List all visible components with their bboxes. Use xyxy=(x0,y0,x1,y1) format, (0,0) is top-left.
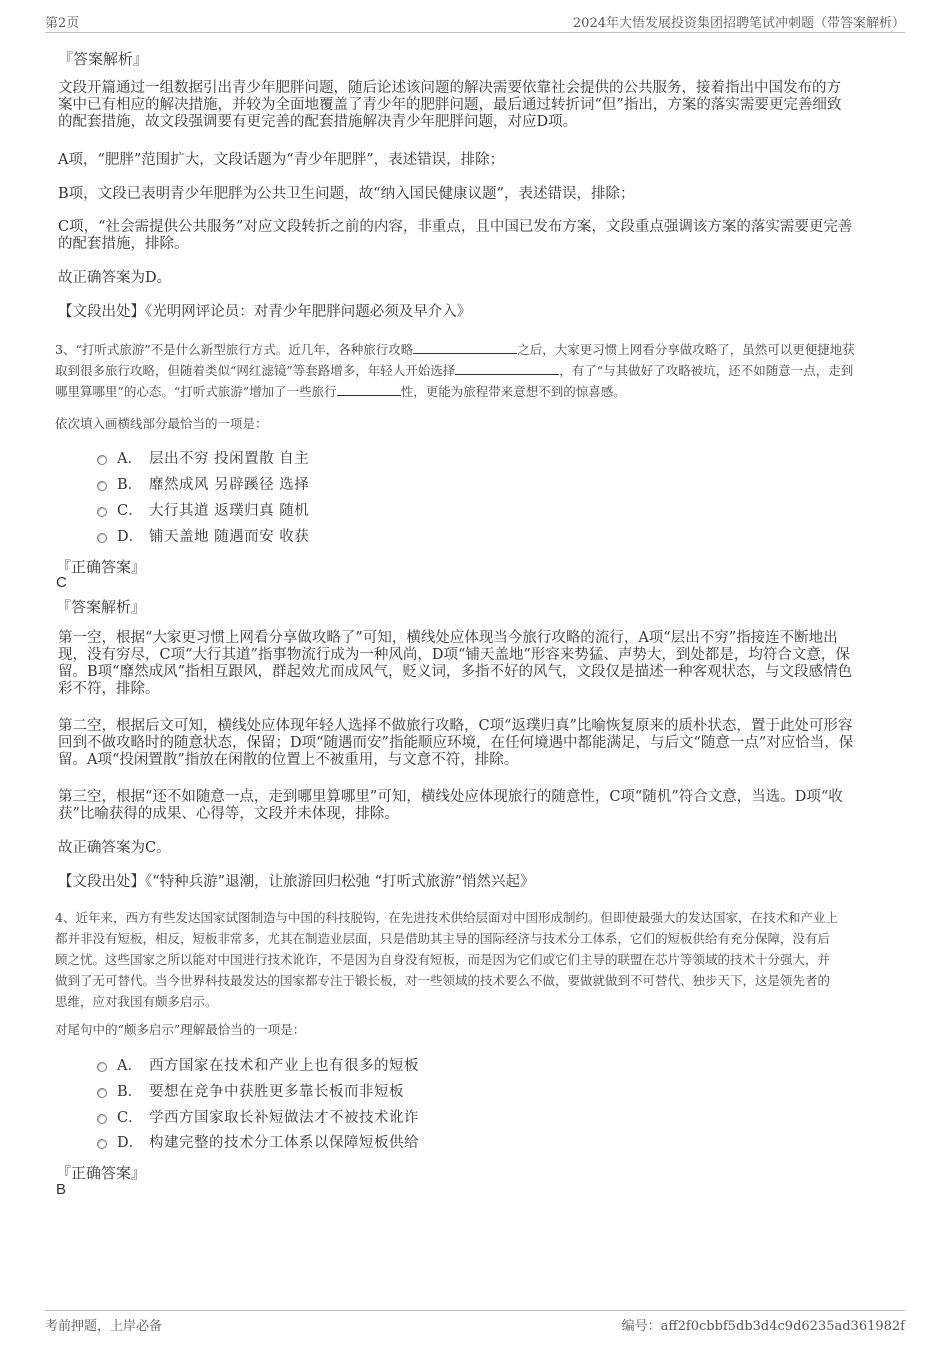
text-line: 第三空，根据“还不如随意一点，走到哪里算哪里”可知，横线处应体现旅行的随意性，C项“随机”符合文意，当选。D项“收 xyxy=(58,789,843,805)
question-prompt: 对尾句中的“颇多启示”理解最恰当的一项是： xyxy=(55,1022,306,1037)
option-text: 大行其道 返璞归真 随机 xyxy=(149,503,310,519)
option-a-analysis: A项，“肥胖”范围扩大，文段话题为“青少年肥胖”，表述错误，排除； xyxy=(58,152,505,168)
radio-icon[interactable] xyxy=(97,481,107,491)
option-c[interactable] xyxy=(97,1108,497,1128)
correct-answer-label: 『正确答案』 xyxy=(56,1164,147,1182)
question-line: 4、近年来，西方有些发达国家试图制造与中国的科技脱钩，在先进技术供给层面对中国形成制约。但即使最强大的发达国家，在技术和产业上 xyxy=(55,910,838,925)
question-line: 哪里算哪里”的心态。“打听式旅游”增加了一些旅行 性，更能为旅程带来意想不到的惊喜感。 xyxy=(55,384,626,399)
option-a[interactable] xyxy=(97,1056,497,1076)
option-text: 层出不穷 投闲置散 自主 xyxy=(149,451,310,467)
option-b-analysis: B项，文段已表明青少年肥胖为公共卫生问题，故“纳入国民健康议题”，表述错误，排除； xyxy=(58,186,635,202)
option-text: 学西方国家取长补短做法才不被技术讹诈 xyxy=(149,1110,419,1126)
page-footer xyxy=(45,1310,905,1335)
radio-icon[interactable] xyxy=(97,533,107,543)
text-line: 文段开篇通过一组数据引出青少年肥胖问题，随后论述该问题的解决需要依靠社会提供的公共服务，接着指出中国发布的方 xyxy=(58,80,841,96)
analysis-blank-1 xyxy=(58,630,893,698)
option-c-analysis xyxy=(58,219,898,253)
option-text: 铺天盖地 随遇而安 收获 xyxy=(149,529,310,545)
analysis-blank-2 xyxy=(58,718,893,769)
question-line: 取到很多旅行攻略，但随着类似“网红滤镜”等套路增多，年轻人开始选择 ，有了“与其做好了攻略被坑，还不如随意一点，走到 xyxy=(55,363,854,378)
text-line: 留。A项“投闲置散”指放在闲散的位置上不被重用，与文意不符，排除。 xyxy=(58,752,519,768)
option-d[interactable] xyxy=(97,527,397,547)
text-line: 的配套措施，排除。 xyxy=(58,236,189,252)
text-line: 第一空，根据“大家更习惯上网看分享做攻略了”可知，横线处应体现当今旅行攻略的流行，A项“层出不穷”指接连不断地出 xyxy=(58,630,838,646)
document-code: 编号：aff2f0cbbf5db3d4c9d6235ad361982f xyxy=(621,1319,905,1334)
analysis-label: 『答案解析』 xyxy=(58,50,149,68)
option-letter: B． xyxy=(117,477,143,493)
text-line: 彩不符，排除。 xyxy=(58,681,160,697)
option-letter: D． xyxy=(117,529,144,545)
fill-blank xyxy=(413,341,517,354)
source-citation: 【文段出处】《光明网评论员：对青少年肥胖问题必须及早介入》 xyxy=(58,304,472,320)
question-line: 都并非没有短板，相反，短板非常多，尤其在制造业层面，只是借助其主导的国际经济与技术分工体系，它们的短板供给有充分保障，没有后 xyxy=(55,931,831,946)
source-citation: 【文段出处】《“特种兵游”退潮，让旅游回归松弛 “打听式旅游”悄然兴起》 xyxy=(58,874,535,890)
question-4-stem xyxy=(55,907,900,1012)
option-text: 构建完整的技术分工体系以保障短板供给 xyxy=(149,1135,419,1151)
conclusion: 故正确答案为C。 xyxy=(58,840,171,856)
document-title: 2024年大悟发展投资集团招聘笔试冲刺题（带答案解析） xyxy=(572,16,905,31)
page-number: 第2页 xyxy=(45,16,80,31)
radio-icon[interactable] xyxy=(97,1062,107,1072)
option-letter: A． xyxy=(117,451,142,467)
option-letter: B． xyxy=(117,1084,143,1100)
option-c[interactable] xyxy=(97,501,397,521)
correct-answer: B xyxy=(56,1181,67,1198)
question-line: 3、“打听式旅游”不是什么新型旅行方式。近几年，各种旅行攻略 之后，大家更习惯上网看分享做攻略了，虽然可以更便捷地获 xyxy=(55,342,855,357)
option-letter: D． xyxy=(117,1135,144,1151)
text-line: 第二空，根据后文可知，横线处应体现年轻人选择不做旅行攻略，C项“返璞归真”比喻恢复原来的质朴状态，置于此处可形容 xyxy=(58,718,853,734)
text-line: 的配套措施，故文段强调要有更完善的配套措施解决青少年肥胖问题，对应D项。 xyxy=(58,114,578,130)
page-header xyxy=(45,10,905,33)
option-text: 靡然成风 另辟蹊径 选择 xyxy=(149,477,310,493)
text-line: 回到不做攻略时的随意状态，保留；D项“随遇而安”指能顺应环境，在任何境遇中都能满足，与后文“随意一点”对应恰当，保 xyxy=(58,735,854,751)
question-prompt: 依次填入画横线部分最恰当的一项是： xyxy=(55,416,268,431)
text-line: 留。B项“靡然成风”指相互跟风，群起效尤而成风气，贬义词，多指不好的风气，文段仅是描述一种客观状态，与文段感情色 xyxy=(58,664,852,680)
option-letter: A． xyxy=(117,1058,142,1074)
radio-icon[interactable] xyxy=(97,1088,107,1098)
correct-answer: C xyxy=(56,574,67,591)
text-line: 案中已有相应的解决措施，并较为全面地覆盖了青少年的肥胖问题，最后通过转折词“但”指出，方案的落实需要更完善细致 xyxy=(58,97,842,113)
correct-answer-label: 『正确答案』 xyxy=(56,558,147,576)
option-a[interactable] xyxy=(97,449,397,469)
fill-blank xyxy=(337,383,401,396)
question-line: 顾之忧。这些国家之所以能对中国进行技术讹诈，不是因为自身没有短板，而是因为它们或它们主导的联盟在芯片等领域的技术十分强大，并 xyxy=(55,952,831,967)
radio-icon[interactable] xyxy=(97,1139,107,1149)
text-line: 现，没有穷尽，C项“大行其道”指事物流行成为一种风尚，D项“铺天盖地”形容来势猛、声势大，到处都是，均符合文意，保 xyxy=(58,647,850,663)
radio-icon[interactable] xyxy=(97,1114,107,1124)
radio-icon[interactable] xyxy=(97,455,107,465)
question-3-stem xyxy=(55,339,900,402)
option-d[interactable] xyxy=(97,1133,497,1153)
question-line: 做到了无可替代。当今世界科技最发达的国家都专注于锻长板，对一些领域的技术要么不做，要做就做到不可替代、独步天下，这是领先者的 xyxy=(55,973,831,988)
analysis-blank-3 xyxy=(58,789,893,823)
option-b[interactable] xyxy=(97,1082,497,1102)
text-line: 获”比喻获得的成果、心得等，文段并未体现，排除。 xyxy=(58,806,399,822)
option-text: 西方国家在技术和产业上也有很多的短板 xyxy=(149,1058,419,1074)
conclusion: 故正确答案为D。 xyxy=(58,270,172,286)
analysis-paragraph xyxy=(58,80,898,131)
analysis-label: 『答案解析』 xyxy=(56,598,147,616)
fill-blank xyxy=(455,362,559,375)
footer-slogan: 考前押题，上岸必备 xyxy=(45,1319,163,1334)
text-line: C项，“社会需提供公共服务”对应文段转折之前的内容，非重点，且中国已发布方案，文段重点强调该方案的落实需要更完善 xyxy=(58,219,853,235)
option-b[interactable] xyxy=(97,475,397,495)
option-letter: C． xyxy=(117,503,143,519)
question-line: 思维，应对我国有颇多启示。 xyxy=(55,994,218,1009)
option-text: 要想在竞争中获胜更多靠长板而非短板 xyxy=(149,1084,404,1100)
option-letter: C． xyxy=(117,1110,143,1126)
radio-icon[interactable] xyxy=(97,507,107,517)
